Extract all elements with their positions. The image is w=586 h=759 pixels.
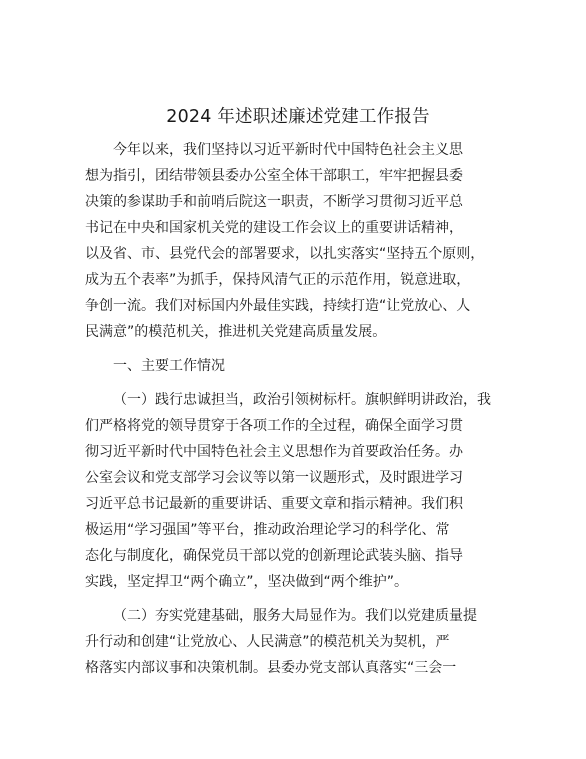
text-line: 想为指引，团结带领县委办公室全体干部职工，牢牢把握县委: [85, 168, 463, 184]
text-line: 成为五个表率”为抓手，保持风清气正的示范作用，锐意进取，: [85, 272, 471, 288]
text-line: 习近平总书记最新的重要讲话、重要文章和指示精神。我们积: [85, 496, 463, 512]
text-line: 们严格将党的领导贯穿于各项工作的全过程，确保全面学习贯: [85, 418, 463, 434]
text-line: 公室会议和党支部学习会议等以第一议题形式，及时跟进学习: [85, 470, 463, 486]
section-heading-main-work: 一、主要工作情况: [113, 358, 225, 374]
text-line: 决策的参谋助手和前哨后院这一职责，不断学习贯彻习近平总: [85, 194, 463, 210]
text-line: 实践，坚定捍卫“两个确立”，坚决做到“两个维护”。: [85, 574, 409, 590]
text-line: 彻习近平新时代中国特色社会主义思想作为首要政治任务。办: [85, 444, 463, 460]
text-line: 书记在中央和国家机关党的建设工作会议上的重要讲话精神，: [85, 220, 463, 236]
text-line: 升行动和创建“让党放心、人民满意”的模范机关为契机，严: [85, 634, 450, 650]
subsection-1-paragraph: [85, 387, 511, 595]
intro-paragraph: [85, 137, 511, 345]
spacer: [85, 595, 511, 603]
document-title: 2024 年述职述廉述党建工作报告: [166, 107, 430, 127]
text-line: 态化与制度化，确保党员干部以党的创新理论武装头脑、指导: [85, 548, 463, 564]
spacer: [85, 379, 511, 387]
text-line: 民满意”的模范机关，推进机关党建高质量发展。: [85, 324, 387, 340]
text-line: 今年以来，我们坚持以习近平新时代中国特色社会主义思: [113, 142, 463, 158]
subsection-2-paragraph: [85, 603, 511, 681]
text-line: 争创一流。我们对标国内外最佳实践，持续打造“让党放心、人: [85, 298, 471, 314]
spacer: [85, 345, 511, 353]
text-line: 格落实内部议事和决策机制。县委办党支部认真落实“三会一: [85, 660, 457, 676]
text-line: 极运用“学习强国”等平台，推动政治理论学习的科学化、常: [85, 522, 450, 538]
text-line: （二）夯实党建基础，服务大局显作为。我们以党建质量提: [113, 608, 477, 624]
text-line: 以及省、市、县党代会的部署要求，以扎实落实“坚持五个原则，: [85, 246, 485, 262]
text-line: （一）践行忠诚担当，政治引领树标杆。旗帜鲜明讲政治，我: [113, 392, 491, 408]
